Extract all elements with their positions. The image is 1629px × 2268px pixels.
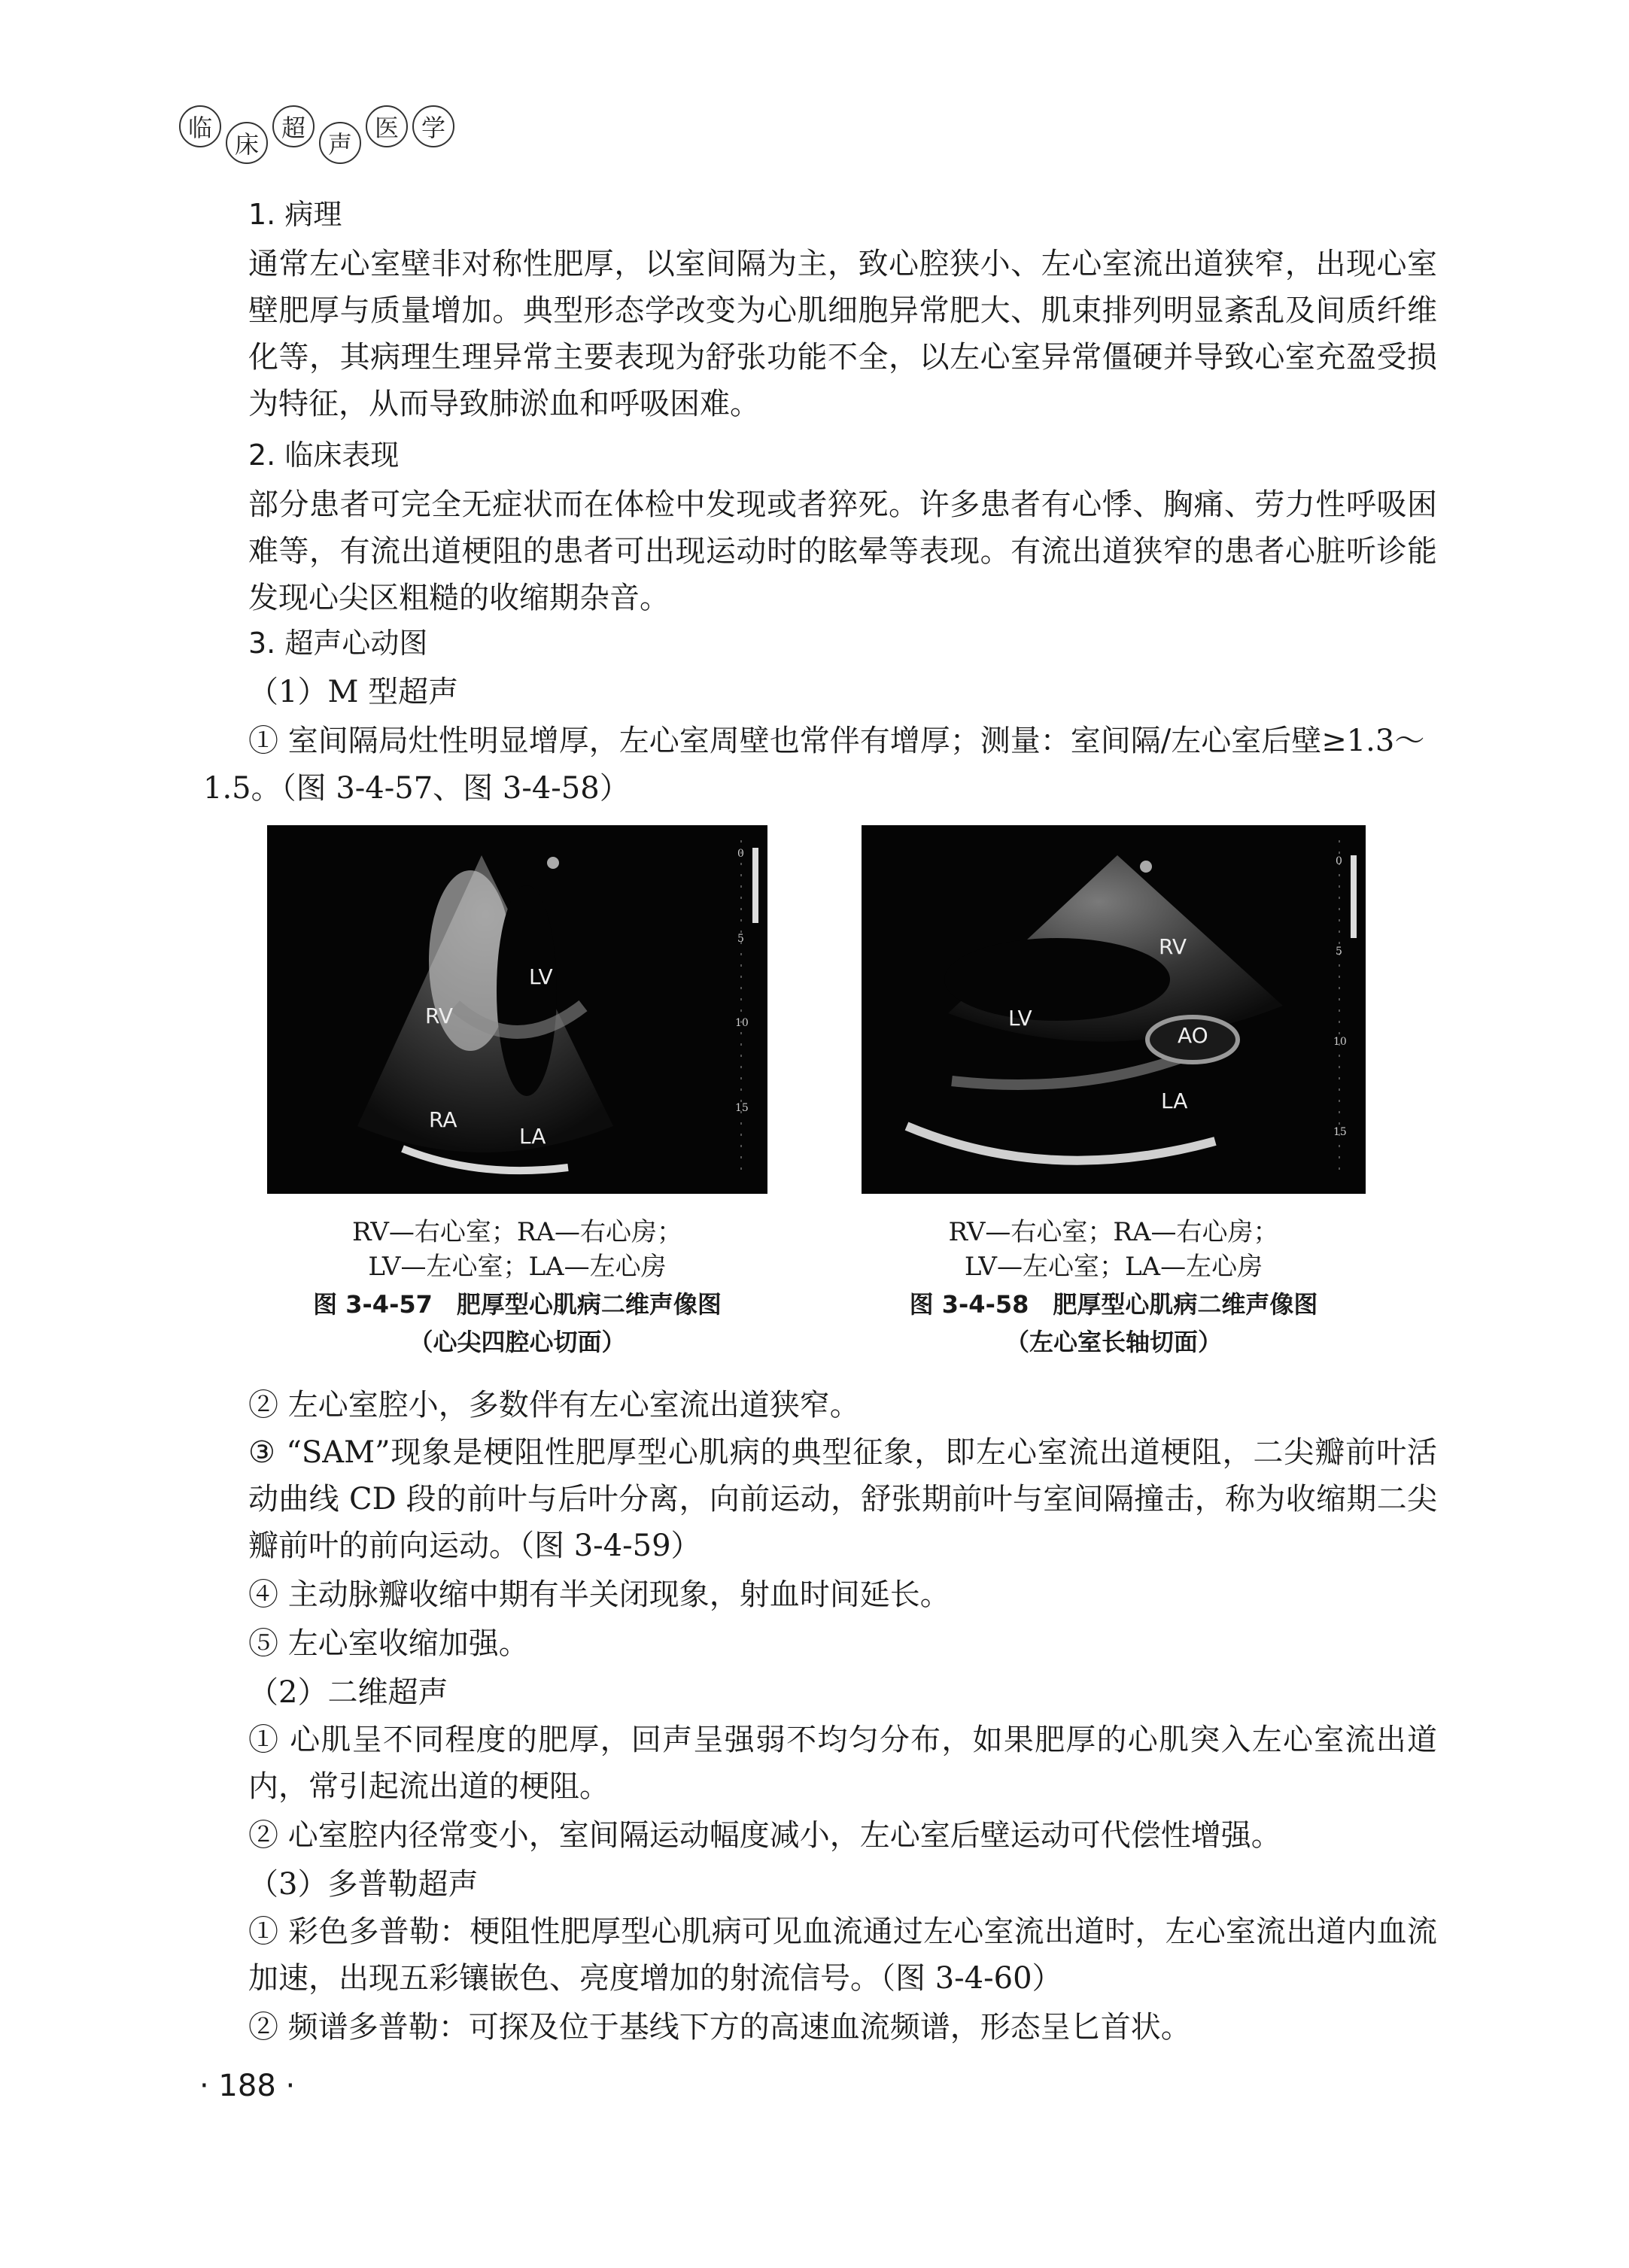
header-char: 学 [412, 105, 454, 147]
page-number: · 188 · [199, 2069, 296, 2103]
header-char: 临 [179, 105, 221, 147]
section-heading-pathology: 1. 病理 [248, 198, 342, 231]
paragraph-pathology: 通常左心室壁非对称性肥厚，以室间隔为主，致心腔狭小、左心室流出道狭窄，出现心室壁肥厚与质量增加。典型形态学改变为心肌细胞异常肥大、肌束排列明显紊乱及间质纤维化等，其病理生理异常主要表现为舒张功能不全，以左心室异常僵硬并导致心室充盈受损为特征，从而导致肺淤血和呼吸困难。 [248, 247, 1437, 421]
item-m-mode-4: ④ 主动脉瓣收缩中期有半关闭现象，射血时间延长。 [248, 1577, 950, 1612]
label-rv: RV [425, 1003, 454, 1028]
depth-scale-0: 0 [1336, 855, 1342, 867]
label-ao: AO [1178, 1023, 1208, 1048]
echo-image-lv-long-axis [862, 825, 1366, 1194]
subheading-doppler: （3）多普勒超声 [248, 1867, 479, 1902]
header-char: 医 [366, 105, 408, 147]
label-lv: LV [1008, 1006, 1032, 1031]
echo-image-apical-four-chamber [267, 825, 767, 1194]
depth-scale-5: 5 [737, 933, 744, 945]
figure-legend [267, 1215, 767, 1284]
subheading-m-mode: （1）M 型超声 [248, 675, 459, 709]
item-doppler-2: ② 频谱多普勒：可探及位于基线下方的高速血流频谱，形态呈匕首状。 [248, 2010, 1191, 2045]
item-m-mode-3-text: ③ “SAM”现象是梗阻性肥厚型心肌病的典型征象，即左心室流出道梗阻，二尖瓣前叶活动曲线 CD 段的前叶与后叶分离，向前运动，舒张期前叶与室间隔撞击，称为收缩期二尖瓣前叶的前向运动。（图 3-4-59） [248, 1435, 1437, 1563]
header-char: 声 [319, 122, 361, 164]
depth-scale-10: 10 [735, 1017, 749, 1029]
item-m-mode-5: ⑤ 左心室收缩加强。 [248, 1626, 529, 1661]
item-doppler-1: ① 彩色多普勒：梗阻性肥厚型心肌病可见血流通过左心室流出道时，左心室流出道内血流加速，出现五彩镶嵌色、亮度增加的射流信号。（图 3-4-60） [248, 1914, 1437, 1996]
label-lv: LV [529, 964, 553, 989]
depth-scale-15: 15 [1333, 1126, 1347, 1138]
item-m-mode-1-line2: 1.5。（图 3-4-57、图 3-4-58） [203, 771, 630, 806]
label-rv: RV [1159, 934, 1187, 959]
header-char: 床 [226, 122, 268, 164]
label-la: LA [1161, 1088, 1188, 1113]
figure-title: 图 3-4-57 肥厚型心肌病二维声像图 [313, 1290, 722, 1319]
depth-scale-10: 10 [1333, 1036, 1347, 1048]
header-char: 超 [272, 105, 315, 147]
legend-line: LV—左心室；LA—左心房 [368, 1252, 667, 1282]
section-heading-echo: 3. 超声心动图 [248, 627, 428, 660]
section-heading-clinical: 2. 临床表现 [248, 439, 400, 472]
depth-scale-0: 0 [737, 848, 744, 860]
subheading-2d: （2）二维超声 [248, 1675, 448, 1710]
legend-line: LV—左心室；LA—左心房 [964, 1252, 1263, 1282]
figure-legend [862, 1215, 1366, 1284]
figure-title: 图 3-4-58 肥厚型心肌病二维声像图 [909, 1290, 1318, 1319]
book-header [179, 105, 454, 164]
item-2d-2: ② 心室腔内径常变小，室间隔运动幅度减小，左心室后壁运动可代偿性增强。 [248, 1818, 1281, 1853]
item-m-mode-3 [248, 1429, 1437, 1569]
legend-line: RV—右心室；RA—右心房； [948, 1217, 1279, 1247]
depth-scale-5: 5 [1336, 946, 1342, 958]
label-ra: RA [429, 1107, 457, 1132]
figure-subtitle: （左心室长轴切面） [1004, 1328, 1222, 1356]
item-m-mode-1-line1: ① 室间隔局灶性明显增厚，左心室周壁也常伴有增厚；测量：室间隔/左心室后壁≥1.3～ [248, 724, 1425, 758]
depth-scale-15: 15 [735, 1102, 749, 1114]
figure-subtitle: （心尖四腔心切面） [409, 1328, 626, 1356]
item-2d-1: ① 心肌呈不同程度的肥厚，回声呈强弱不均匀分布，如果肥厚的心肌突入左心室流出道内，常引起流出道的梗阻。 [248, 1723, 1437, 1804]
label-la: LA [519, 1124, 546, 1149]
legend-line: RV—右心室；RA—右心房； [351, 1217, 683, 1247]
item-m-mode-2: ② 左心室腔小，多数伴有左心室流出道狭窄。 [248, 1388, 860, 1422]
paragraph-clinical: 部分患者可完全无症状而在体检中发现或者猝死。许多患者有心悸、胸痛、劳力性呼吸困难等，有流出道梗阻的患者可出现运动时的眩晕等表现。有流出道狭窄的患者心脏听诊能发现心尖区粗糙的收缩期杂音。 [248, 487, 1437, 615]
